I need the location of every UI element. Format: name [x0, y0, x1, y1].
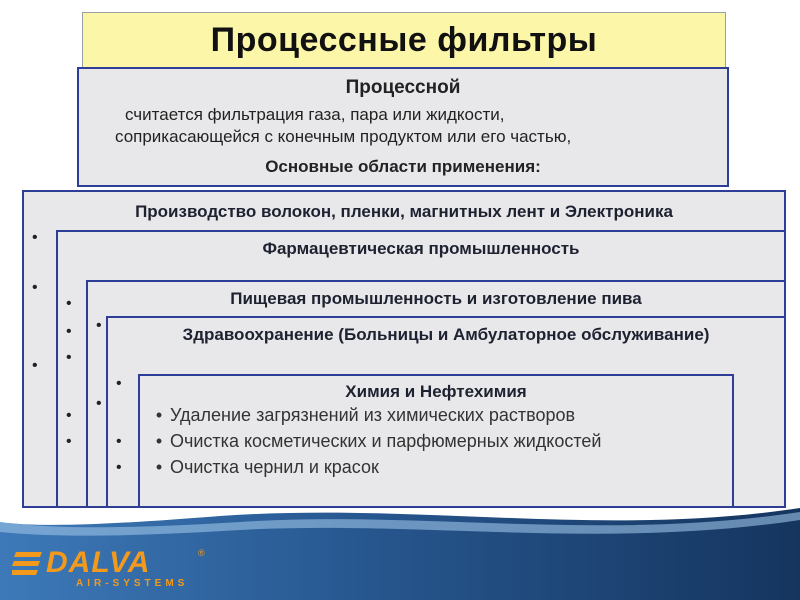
definition-line-1: считается фильтрация газа, пара или жидкости, — [125, 105, 505, 124]
definition-heading: Процессной — [345, 77, 461, 98]
panel-electronics-bullet: • — [32, 357, 38, 374]
logo-registered-mark: ® — [198, 548, 205, 558]
panel-pharma-bullet: • — [66, 295, 72, 312]
panel-food-title: Пищевая промышленность и изготовление пива — [230, 289, 642, 308]
chemistry-list — [148, 402, 601, 480]
chemistry-item-label: Очистка косметических и парфюмерных жидкостей — [170, 431, 602, 451]
panel-pharma-title: Фармацевтическая промышленность — [262, 239, 580, 258]
logo-tagline: AIR-SYSTEMS — [76, 578, 189, 589]
panel-healthcare-bullet: • — [116, 459, 122, 476]
bullet-icon: • — [155, 431, 163, 451]
chemistry-item-label: Очистка чернил и красок — [170, 457, 379, 477]
panel-chemistry — [138, 374, 734, 508]
panel-food-bullet: • — [96, 395, 102, 412]
panel-electronics-bullet: • — [32, 229, 38, 246]
dalva-logo-stripes-icon — [12, 548, 46, 578]
panel-electronics-bullet: • — [32, 279, 38, 296]
title-box — [82, 12, 726, 68]
panel-pharma-bullet: • — [66, 407, 72, 424]
definition-line-2: соприкасающейся с конечным продуктом или его частью, — [115, 127, 572, 146]
panel-healthcare-bullet: • — [116, 375, 122, 392]
panel-electronics-title: Производство волокон, пленки, магнитных лент и Электроника — [135, 202, 673, 221]
definition-box — [77, 67, 729, 187]
applications-heading: Основные области применения: — [265, 157, 541, 176]
panel-pharma-bullet: • — [66, 323, 72, 340]
panel-chemistry-title: Химия и Нефтехимия — [345, 382, 527, 401]
chemistry-item-label: Удаление загрязнений из химических растворов — [170, 405, 576, 425]
list-item — [148, 402, 601, 428]
page-title: Процессные фильтры — [210, 20, 598, 59]
bullet-icon: • — [155, 405, 163, 425]
panel-pharma-bullet: • — [66, 349, 72, 366]
panel-healthcare-title: Здравоохранение (Больницы и Амбулаторное обслуживание) — [182, 325, 710, 344]
list-item — [148, 454, 601, 480]
panel-healthcare-bullet: • — [116, 433, 122, 450]
panel-pharma-bullet: • — [66, 433, 72, 450]
dalva-logo — [12, 548, 212, 592]
list-item — [148, 428, 601, 454]
panel-food-bullet: • — [96, 317, 102, 334]
logo-brand: DALVA — [46, 546, 151, 579]
bullet-icon: • — [155, 457, 163, 477]
